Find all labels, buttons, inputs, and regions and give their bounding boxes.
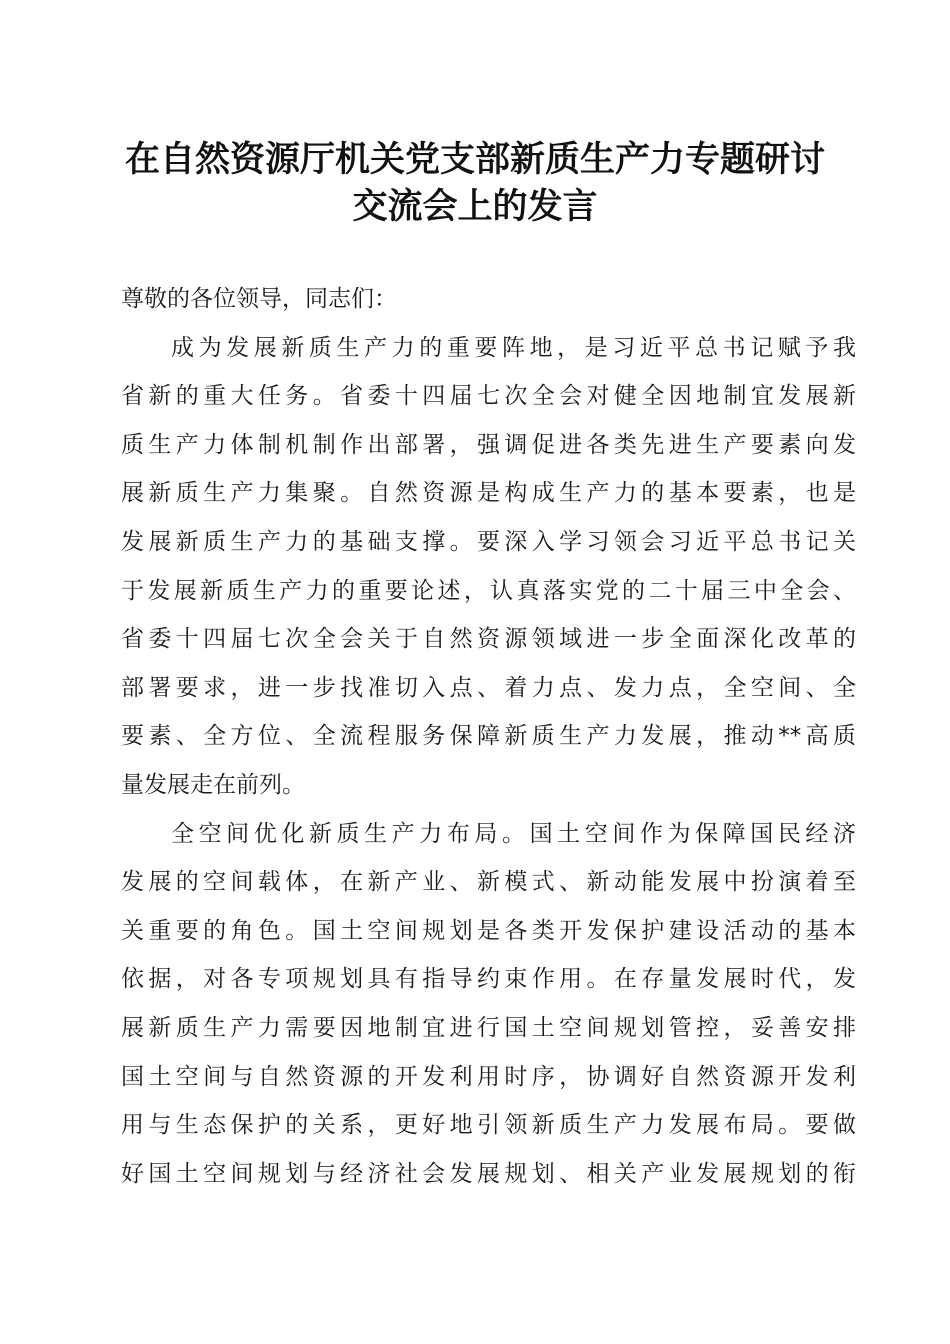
paragraph-line: 展新质生产力需要因地制宜进行国土空间规划管控，妥善安排 <box>121 1014 856 1041</box>
paragraph-1 <box>121 329 856 815</box>
paragraph-line: 部署要求，进一步找准切入点、着力点、发力点，全空间、全 <box>121 674 856 701</box>
paragraph-line: 量发展走在前列。 <box>121 771 305 798</box>
paragraph-line: 要素、全方位、全流程服务保障新质生产力发展，推动**高质 <box>121 723 856 750</box>
paragraph-2 <box>121 815 856 1204</box>
paragraph-line: 发展新质生产力的基础支撑。要深入学习领会习近平总书记关 <box>121 528 856 555</box>
title-line: 交流会上的发言 <box>352 186 598 227</box>
paragraph-line: 关重要的角色。国土空间规划是各类开发保护建设活动的基本 <box>121 917 856 944</box>
paragraph-line: 发展的空间载体，在新产业、新模式、新动能发展中扮演着至 <box>121 869 856 896</box>
paragraph-line: 全空间优化新质生产力布局。国土空间作为保障国民经济 <box>171 820 856 847</box>
salutation: 尊敬的各位领导，同志们： <box>121 286 397 312</box>
paragraph-line: 展新质生产力集聚。自然资源是构成生产力的基本要素，也是 <box>121 480 856 507</box>
document-title <box>100 136 850 230</box>
paragraph-line: 质生产力体制机制作出部署，强调促进各类先进生产要素向发 <box>121 431 856 458</box>
document-body <box>121 280 856 1203</box>
paragraph-line: 国土空间与自然资源的开发利用时序，协调好自然资源开发利 <box>121 1063 856 1090</box>
paragraph-line: 省新的重大任务。省委十四届七次全会对健全因地制宜发展新 <box>121 383 856 410</box>
paragraph-line: 依据，对各专项规划具有指导约束作用。在存量发展时代，发 <box>121 966 856 993</box>
paragraph-line: 成为发展新质生产力的重要阵地，是习近平总书记赋予我 <box>171 334 856 361</box>
title-line: 在自然资源厅机关党支部新质生产力专题研讨 <box>124 139 825 180</box>
paragraph-line: 用与生态保护的关系，更好地引领新质生产力发展布局。要做 <box>121 1112 856 1139</box>
paragraph-line: 省委十四届七次全会关于自然资源领域进一步全面深化改革的 <box>121 626 856 653</box>
paragraph-line: 好国土空间规划与经济社会发展规划、相关产业发展规划的衔 <box>121 1160 856 1187</box>
paragraph-line: 于发展新质生产力的重要论述，认真落实党的二十届三中全会、 <box>121 577 856 604</box>
